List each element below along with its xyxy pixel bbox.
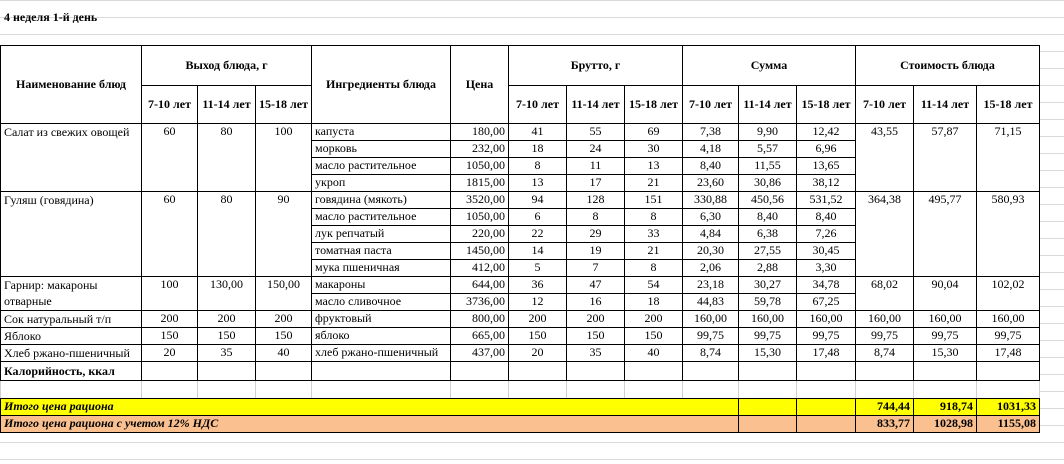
ingredient-brutto[interactable]: 30 <box>625 141 683 158</box>
dish-cost[interactable]: 495,77 <box>914 192 977 277</box>
table-row <box>1 192 1040 209</box>
ingredient-sum[interactable]: 160,00 <box>739 311 797 328</box>
ingredient-brutto[interactable]: 200 <box>567 311 625 328</box>
ingredient-sum[interactable]: 17,48 <box>797 345 856 362</box>
header-sum[interactable]: Сумма <box>683 46 856 86</box>
dish-output[interactable]: 150 <box>142 328 198 345</box>
dish-output[interactable]: 35 <box>198 345 256 362</box>
table-row <box>1 362 1040 381</box>
header-age[interactable]: 15-18 лет <box>797 86 856 124</box>
ingredient-brutto[interactable]: 151 <box>625 192 683 209</box>
cell[interactable] <box>451 362 509 381</box>
ingredient-price[interactable]: 1050,00 <box>451 209 509 226</box>
ingredient-price[interactable]: 3736,00 <box>451 294 509 311</box>
header-cost[interactable]: Стоимость блюда <box>856 46 1040 86</box>
cell[interactable] <box>856 362 914 381</box>
ingredient-sum[interactable]: 7,38 <box>683 124 739 141</box>
ingredient-sum[interactable]: 30,27 <box>739 277 797 294</box>
header-age[interactable]: 7-10 лет <box>856 86 914 124</box>
cell[interactable] <box>739 416 797 433</box>
cell[interactable] <box>739 399 797 416</box>
ingredient-brutto[interactable]: 8 <box>625 260 683 277</box>
table-row <box>1 311 1040 328</box>
header-dish[interactable]: Наименование блюд <box>1 46 142 124</box>
ingredient-brutto[interactable]: 8 <box>567 209 625 226</box>
ingredient-brutto[interactable]: 47 <box>567 277 625 294</box>
total-value[interactable]: 1031,33 <box>977 399 1040 416</box>
ingredient-name[interactable]: масло растительное <box>312 158 451 175</box>
ingredient-brutto[interactable]: 150 <box>625 328 683 345</box>
ingredient-sum[interactable]: 12,42 <box>797 124 856 141</box>
ingredient-brutto[interactable]: 21 <box>625 243 683 260</box>
ingredient-sum[interactable]: 99,75 <box>797 328 856 345</box>
ingredient-sum[interactable]: 59,78 <box>739 294 797 311</box>
dish-cost[interactable]: 102,02 <box>977 277 1040 311</box>
total-value[interactable]: 744,44 <box>856 399 914 416</box>
ingredient-brutto[interactable]: 29 <box>567 226 625 243</box>
calories-label[interactable]: Калорийность, ккал <box>1 362 142 381</box>
dish-name[interactable]: Яблоко <box>1 328 142 345</box>
menu-cost-table <box>0 45 1040 433</box>
dish-cost[interactable]: 364,38 <box>856 192 914 277</box>
dish-cost[interactable]: 43,55 <box>856 124 914 192</box>
table-row <box>1 86 1040 124</box>
dish-cost[interactable]: 160,00 <box>856 311 914 328</box>
dish-output[interactable]: 150 <box>256 328 312 345</box>
ingredient-name[interactable]: говядина (мякоть) <box>312 192 451 209</box>
dish-output[interactable]: 90 <box>256 192 312 277</box>
dish-name[interactable]: Салат из свежих овощей <box>1 124 142 192</box>
cell[interactable] <box>914 362 977 381</box>
ingredient-name[interactable]: томатная паста <box>312 243 451 260</box>
sheet-title: 4 неделя 1-й день <box>4 10 98 24</box>
cell[interactable] <box>256 362 312 381</box>
dish-output[interactable]: 130,00 <box>198 277 256 311</box>
ingredient-sum[interactable]: 11,55 <box>739 158 797 175</box>
cell[interactable] <box>797 381 856 399</box>
cell[interactable] <box>625 381 683 399</box>
ingredient-name[interactable]: укроп <box>312 175 451 192</box>
header-age[interactable]: 11-14 лет <box>567 86 625 124</box>
ingredient-brutto[interactable]: 16 <box>567 294 625 311</box>
ingredient-price[interactable]: 3520,00 <box>451 192 509 209</box>
dish-cost[interactable]: 90,04 <box>914 277 977 311</box>
dish-output[interactable]: 150 <box>198 328 256 345</box>
cell[interactable] <box>797 362 856 381</box>
header-age[interactable]: 11-14 лет <box>914 86 977 124</box>
header-age[interactable]: 7-10 лет <box>683 86 739 124</box>
ingredient-sum[interactable]: 2,88 <box>739 260 797 277</box>
header-age[interactable]: 11-14 лет <box>198 86 256 124</box>
ingredient-brutto[interactable]: 150 <box>509 328 567 345</box>
dish-name[interactable]: Гарнир: макароны отварные <box>1 277 142 311</box>
ingredient-name[interactable]: масло сливочное <box>312 294 451 311</box>
cell[interactable] <box>509 381 567 399</box>
dish-cost[interactable]: 160,00 <box>977 311 1040 328</box>
dish-cost[interactable]: 71,15 <box>977 124 1040 192</box>
cell[interactable] <box>977 362 1040 381</box>
table-row <box>1 124 1040 141</box>
cell[interactable] <box>312 381 451 399</box>
ingredient-brutto[interactable]: 35 <box>567 345 625 362</box>
dish-output[interactable]: 200 <box>256 311 312 328</box>
ingredient-brutto[interactable]: 55 <box>567 124 625 141</box>
ingredient-name[interactable]: лук репчатый <box>312 226 451 243</box>
ingredient-sum[interactable]: 27,55 <box>739 243 797 260</box>
ingredient-sum[interactable]: 160,00 <box>683 311 739 328</box>
ingredient-brutto[interactable]: 6 <box>509 209 567 226</box>
header-output[interactable]: Выход блюда, г <box>142 46 312 86</box>
ingredient-brutto[interactable]: 69 <box>625 124 683 141</box>
ingredient-sum[interactable]: 4,18 <box>683 141 739 158</box>
ingredient-sum[interactable]: 531,52 <box>797 192 856 209</box>
ingredient-price[interactable]: 644,00 <box>451 277 509 294</box>
dish-output[interactable]: 20 <box>142 345 198 362</box>
dish-name[interactable]: Хлеб ржано-пшеничный <box>1 345 142 362</box>
cell[interactable] <box>739 381 797 399</box>
cell[interactable] <box>567 381 625 399</box>
ingredient-brutto[interactable]: 11 <box>567 158 625 175</box>
dish-output[interactable]: 100 <box>142 277 198 311</box>
ingredient-brutto[interactable]: 24 <box>567 141 625 158</box>
total-value[interactable]: 918,74 <box>914 399 977 416</box>
dish-cost[interactable]: 580,93 <box>977 192 1040 277</box>
ingredient-brutto[interactable]: 20 <box>509 345 567 362</box>
ingredient-name[interactable]: фруктовый <box>312 311 451 328</box>
ingredient-sum[interactable]: 6,38 <box>739 226 797 243</box>
dish-output[interactable]: 60 <box>142 192 198 277</box>
dish-output[interactable]: 80 <box>198 192 256 277</box>
dish-cost[interactable]: 8,74 <box>856 345 914 362</box>
ingredient-name[interactable]: хлеб ржано-пшеничный <box>312 345 451 362</box>
table-row <box>1 399 1040 416</box>
ingredient-sum[interactable]: 3,30 <box>797 260 856 277</box>
ingredient-sum[interactable]: 13,65 <box>797 158 856 175</box>
ingredient-sum[interactable]: 99,75 <box>739 328 797 345</box>
ingredient-name[interactable]: мука пшеничная <box>312 260 451 277</box>
header-age[interactable]: 11-14 лет <box>739 86 797 124</box>
table-row <box>1 345 1040 362</box>
ingredient-sum[interactable]: 15,30 <box>739 345 797 362</box>
dish-output[interactable]: 200 <box>142 311 198 328</box>
header-ingredients[interactable]: Ингредиенты блюда <box>312 46 451 124</box>
cell[interactable] <box>509 362 567 381</box>
ingredient-price[interactable]: 1815,00 <box>451 175 509 192</box>
dish-name[interactable]: Гуляш (говядина) <box>1 192 142 277</box>
dish-cost[interactable]: 160,00 <box>914 311 977 328</box>
header-age[interactable]: 7-10 лет <box>509 86 567 124</box>
ingredient-brutto[interactable]: 18 <box>509 141 567 158</box>
cell[interactable] <box>683 381 739 399</box>
ingredient-brutto[interactable]: 21 <box>625 175 683 192</box>
ingredient-sum[interactable]: 2,06 <box>683 260 739 277</box>
cell[interactable] <box>914 381 977 399</box>
ingredient-brutto[interactable]: 41 <box>509 124 567 141</box>
ingredient-price[interactable]: 1050,00 <box>451 158 509 175</box>
total-value[interactable]: 833,77 <box>856 416 914 433</box>
ingredient-brutto[interactable]: 8 <box>509 158 567 175</box>
ingredient-sum[interactable]: 30,86 <box>739 175 797 192</box>
table-row <box>1 46 1040 86</box>
ingredient-sum[interactable]: 8,40 <box>739 209 797 226</box>
ingredient-price[interactable]: 412,00 <box>451 260 509 277</box>
ingredient-brutto[interactable]: 14 <box>509 243 567 260</box>
ingredient-sum[interactable]: 8,40 <box>683 158 739 175</box>
header-age[interactable]: 15-18 лет <box>625 86 683 124</box>
ingredient-price[interactable]: 180,00 <box>451 124 509 141</box>
ingredient-brutto[interactable]: 40 <box>625 345 683 362</box>
cell[interactable] <box>683 362 739 381</box>
header-age[interactable]: 15-18 лет <box>977 86 1040 124</box>
header-age[interactable]: 15-18 лет <box>256 86 312 124</box>
total-label[interactable]: Итого цена рациона с учетом 12% НДС <box>1 416 739 433</box>
ingredient-brutto[interactable]: 22 <box>509 226 567 243</box>
ingredient-sum[interactable]: 99,75 <box>683 328 739 345</box>
ingredient-sum[interactable]: 30,45 <box>797 243 856 260</box>
cell[interactable] <box>567 362 625 381</box>
table-row <box>1 381 1040 399</box>
cell[interactable] <box>451 381 509 399</box>
ingredient-brutto[interactable]: 12 <box>509 294 567 311</box>
dish-output[interactable]: 60 <box>142 124 198 192</box>
ingredient-sum[interactable]: 160,00 <box>797 311 856 328</box>
ingredient-name[interactable]: макароны <box>312 277 451 294</box>
ingredient-brutto[interactable]: 94 <box>509 192 567 209</box>
cell[interactable] <box>797 399 856 416</box>
dish-cost[interactable]: 99,75 <box>856 328 914 345</box>
ingredient-price[interactable]: 1450,00 <box>451 243 509 260</box>
ingredient-brutto[interactable]: 36 <box>509 277 567 294</box>
cell[interactable] <box>856 381 914 399</box>
ingredient-price[interactable]: 800,00 <box>451 311 509 328</box>
ingredient-brutto[interactable]: 33 <box>625 226 683 243</box>
ingredient-brutto[interactable]: 8 <box>625 209 683 226</box>
dish-output[interactable]: 200 <box>198 311 256 328</box>
cell[interactable] <box>797 416 856 433</box>
ingredient-price[interactable]: 665,00 <box>451 328 509 345</box>
ingredient-brutto[interactable]: 128 <box>567 192 625 209</box>
ingredient-brutto[interactable]: 5 <box>509 260 567 277</box>
cell[interactable] <box>198 362 256 381</box>
table-row <box>1 277 1040 294</box>
header-age[interactable]: 7-10 лет <box>142 86 198 124</box>
ingredient-sum[interactable]: 6,30 <box>683 209 739 226</box>
dish-cost[interactable]: 99,75 <box>914 328 977 345</box>
ingredient-sum[interactable]: 8,74 <box>683 345 739 362</box>
cell[interactable] <box>256 381 312 399</box>
cell[interactable] <box>739 362 797 381</box>
ingredient-sum[interactable]: 4,84 <box>683 226 739 243</box>
ingredient-brutto[interactable]: 18 <box>625 294 683 311</box>
ingredient-name[interactable]: масло растительное <box>312 209 451 226</box>
total-value[interactable]: 1155,08 <box>977 416 1040 433</box>
header-brutto[interactable]: Брутто, г <box>509 46 683 86</box>
header-price[interactable]: Цена <box>451 46 509 124</box>
ingredient-sum[interactable]: 5,57 <box>739 141 797 158</box>
dish-cost[interactable]: 99,75 <box>977 328 1040 345</box>
ingredient-price[interactable]: 220,00 <box>451 226 509 243</box>
ingredient-sum[interactable]: 6,96 <box>797 141 856 158</box>
ingredient-brutto[interactable]: 150 <box>567 328 625 345</box>
ingredient-sum[interactable]: 67,25 <box>797 294 856 311</box>
dish-cost[interactable]: 17,48 <box>977 345 1040 362</box>
table-row <box>1 328 1040 345</box>
dish-cost[interactable]: 57,87 <box>914 124 977 192</box>
table-row <box>1 416 1040 433</box>
ingredient-sum[interactable]: 20,30 <box>683 243 739 260</box>
cell[interactable] <box>1 381 142 399</box>
ingredient-brutto[interactable]: 19 <box>567 243 625 260</box>
ingredient-sum[interactable]: 450,56 <box>739 192 797 209</box>
ingredient-sum[interactable]: 8,40 <box>797 209 856 226</box>
ingredient-price[interactable]: 232,00 <box>451 141 509 158</box>
ingredient-sum[interactable]: 44,83 <box>683 294 739 311</box>
dish-output[interactable]: 150,00 <box>256 277 312 311</box>
ingredient-sum[interactable]: 23,60 <box>683 175 739 192</box>
cell[interactable] <box>312 362 451 381</box>
ingredient-brutto[interactable]: 54 <box>625 277 683 294</box>
cell[interactable] <box>142 362 198 381</box>
ingredient-sum[interactable]: 23,18 <box>683 277 739 294</box>
ingredient-brutto[interactable]: 13 <box>509 175 567 192</box>
ingredient-sum[interactable]: 34,78 <box>797 277 856 294</box>
ingredient-brutto[interactable]: 7 <box>567 260 625 277</box>
dish-output[interactable]: 40 <box>256 345 312 362</box>
dish-output[interactable]: 80 <box>198 124 256 192</box>
total-label[interactable]: Итого цена рациона <box>1 399 739 416</box>
cell[interactable] <box>198 381 256 399</box>
ingredient-brutto[interactable]: 17 <box>567 175 625 192</box>
dish-name[interactable]: Сок натуральный т/п <box>1 311 142 328</box>
ingredient-brutto[interactable]: 200 <box>625 311 683 328</box>
ingredient-brutto[interactable]: 200 <box>509 311 567 328</box>
ingredient-name[interactable]: капуста <box>312 124 451 141</box>
ingredient-sum[interactable]: 330,88 <box>683 192 739 209</box>
ingredient-sum[interactable]: 7,26 <box>797 226 856 243</box>
dish-output[interactable]: 100 <box>256 124 312 192</box>
total-value[interactable]: 1028,98 <box>914 416 977 433</box>
ingredient-sum[interactable]: 9,90 <box>739 124 797 141</box>
cell[interactable] <box>625 362 683 381</box>
cell[interactable] <box>142 381 198 399</box>
ingredient-name[interactable]: яблоко <box>312 328 451 345</box>
ingredient-sum[interactable]: 38,12 <box>797 175 856 192</box>
ingredient-price[interactable]: 437,00 <box>451 345 509 362</box>
dish-cost[interactable]: 68,02 <box>856 277 914 311</box>
ingredient-name[interactable]: морковь <box>312 141 451 158</box>
dish-cost[interactable]: 15,30 <box>914 345 977 362</box>
ingredient-brutto[interactable]: 13 <box>625 158 683 175</box>
cell[interactable] <box>977 381 1040 399</box>
